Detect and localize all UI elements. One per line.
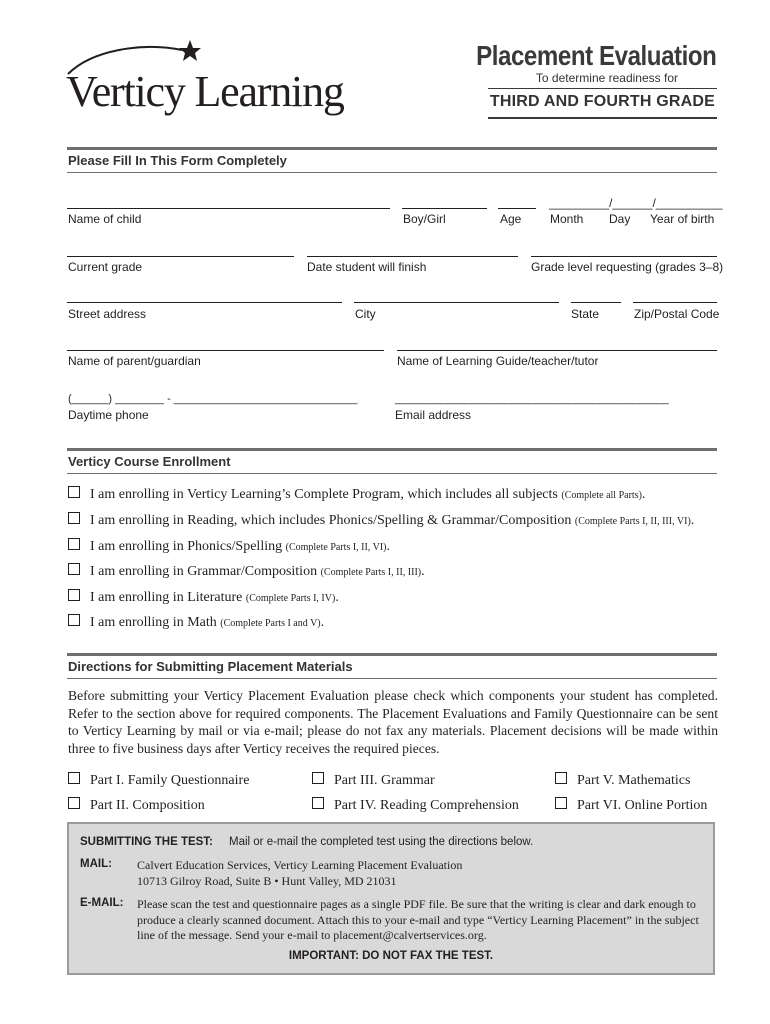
state-label: State bbox=[571, 307, 600, 321]
guide-label: Name of Learning Guide/teacher/tutor bbox=[397, 354, 599, 368]
part-checkbox-4[interactable]: Part IV. Reading Comprehension bbox=[312, 797, 519, 814]
enrollment-option-math[interactable]: I am enrolling in Math (Complete Parts I and V). bbox=[68, 614, 324, 631]
boy-girl-field[interactable] bbox=[402, 208, 487, 209]
grade-level: THIRD AND FOURTH GRADE bbox=[489, 93, 716, 110]
city-label: City bbox=[355, 307, 376, 321]
page-title: Placement Evaluation bbox=[475, 40, 716, 71]
street-label: Street address bbox=[68, 307, 147, 321]
section-divider bbox=[67, 172, 717, 173]
enrollment-option-grammar[interactable]: I am enrolling in Grammar/Composition (Complete Parts I, II, III). bbox=[68, 563, 425, 580]
child-name-field[interactable] bbox=[67, 208, 390, 209]
section-divider bbox=[67, 147, 717, 150]
checkbox[interactable] bbox=[68, 797, 80, 809]
age-label: Age bbox=[500, 212, 522, 226]
important-notice: IMPORTANT: DO NOT FAX THE TEST. bbox=[288, 950, 494, 962]
email-field[interactable]: _______________________________________________ bbox=[395, 393, 669, 405]
checkbox[interactable] bbox=[555, 797, 567, 809]
logo: Verticy Learning bbox=[66, 67, 344, 116]
enrollment-option-reading[interactable]: I am enrolling in Reading, which includes Phonics/Spelling & Grammar/Composition (Complete Parts I, II, III, VI). bbox=[68, 512, 694, 529]
parent-label: Name of parent/guardian bbox=[68, 354, 201, 368]
parent-field[interactable] bbox=[67, 350, 384, 351]
finish-date-field[interactable] bbox=[307, 256, 518, 257]
child-name-label: Name of child bbox=[68, 212, 142, 226]
phone-field[interactable]: (______) ________ - ______________________________ bbox=[68, 393, 358, 405]
mail-line-1: Calvert Education Services, Verticy Learning Placement Evaluation bbox=[137, 858, 463, 872]
part-checkbox-5[interactable]: Part V. Mathematics bbox=[555, 772, 690, 789]
day-label: Day bbox=[609, 212, 631, 226]
street-field[interactable] bbox=[67, 302, 342, 303]
state-field[interactable] bbox=[571, 302, 621, 303]
enrollment-heading: Verticy Course Enrollment bbox=[68, 454, 231, 469]
checkbox[interactable] bbox=[312, 772, 324, 784]
checkbox[interactable] bbox=[68, 772, 80, 784]
part-checkbox-3[interactable]: Part III. Grammar bbox=[312, 772, 435, 789]
checkbox[interactable] bbox=[312, 797, 324, 809]
current-grade-label: Current grade bbox=[68, 260, 143, 274]
checkbox[interactable] bbox=[68, 538, 80, 550]
section-divider bbox=[67, 473, 717, 474]
guide-field[interactable] bbox=[397, 350, 717, 351]
email-submit-text: Please scan the test and questionnaire pages as a single PDF file. Be sure that the writing is clear and dark enough to produce a clearly scanned document. Attach this to your e-mail and type “Verticy Learning Placement” in the subject line of the message. Send your e-mail to placement@calvertservices.org. bbox=[137, 897, 699, 942]
zip-label: Zip/Postal Code bbox=[634, 307, 720, 321]
section-divider bbox=[67, 448, 717, 451]
zip-field[interactable] bbox=[633, 302, 717, 303]
section-divider bbox=[67, 678, 717, 679]
submit-text: Mail or e-mail the completed test using the directions below. bbox=[229, 836, 534, 848]
city-field[interactable] bbox=[354, 302, 559, 303]
phone-label: Daytime phone bbox=[68, 408, 149, 422]
grade-requesting-label: Grade level requesting (grades 3–8) bbox=[531, 260, 724, 274]
page-subtitle: To determine readiness for bbox=[535, 71, 678, 85]
part-checkbox-1[interactable]: Part I. Family Questionnaire bbox=[68, 772, 249, 789]
month-label: Month bbox=[550, 212, 584, 226]
checkbox[interactable] bbox=[68, 563, 80, 575]
year-of-birth-label: Year of birth bbox=[650, 212, 715, 226]
checkbox[interactable] bbox=[555, 772, 567, 784]
email-label: Email address bbox=[395, 408, 472, 422]
checkbox[interactable] bbox=[68, 512, 80, 524]
mail-label: MAIL: bbox=[80, 858, 112, 870]
part-checkbox-6[interactable]: Part VI. Online Portion bbox=[555, 797, 707, 814]
enrollment-option-complete[interactable]: I am enrolling in Verticy Learning’s Complete Program, which includes all subjects (Complete all Parts). bbox=[68, 486, 645, 503]
checkbox[interactable] bbox=[68, 614, 80, 626]
finish-date-label: Date student will finish bbox=[307, 260, 427, 274]
part-checkbox-2[interactable]: Part II. Composition bbox=[68, 797, 205, 814]
enrollment-option-literature[interactable]: I am enrolling in Literature (Complete Parts I, IV). bbox=[68, 589, 339, 606]
current-grade-field[interactable] bbox=[67, 256, 294, 257]
mail-line-2: 10713 Gilroy Road, Suite B • Hunt Valley, MD 21031 bbox=[137, 874, 397, 888]
directions-heading: Directions for Submitting Placement Materials bbox=[68, 659, 353, 674]
email-submit-label: E-MAIL: bbox=[80, 897, 124, 909]
directions-paragraph: Before submitting your Verticy Placement Evaluation please check which components your student has completed. Refer to the section above for required components. The Placement Evaluations and Family Questionnaire can be sent to Verticy Learning by mail or via e-mail; please do not fax any materials. Placement decisions will be made within three to five business days after Verticy receives the required pieces. bbox=[68, 688, 718, 756]
dob-field[interactable]: _________/______/__________ bbox=[549, 196, 723, 210]
form-heading: Please Fill In This Form Completely bbox=[68, 153, 287, 168]
checkbox[interactable] bbox=[68, 486, 80, 498]
checkbox[interactable] bbox=[68, 589, 80, 601]
logo-star-icon bbox=[179, 40, 201, 61]
section-divider bbox=[67, 653, 717, 656]
enrollment-option-phonics[interactable]: I am enrolling in Phonics/Spelling (Complete Parts I, II, VI). bbox=[68, 538, 390, 555]
boy-girl-label: Boy/Girl bbox=[403, 212, 446, 226]
submit-label: SUBMITTING THE TEST: bbox=[80, 836, 213, 848]
age-field[interactable] bbox=[498, 208, 536, 209]
grade-requesting-field[interactable] bbox=[531, 256, 717, 257]
